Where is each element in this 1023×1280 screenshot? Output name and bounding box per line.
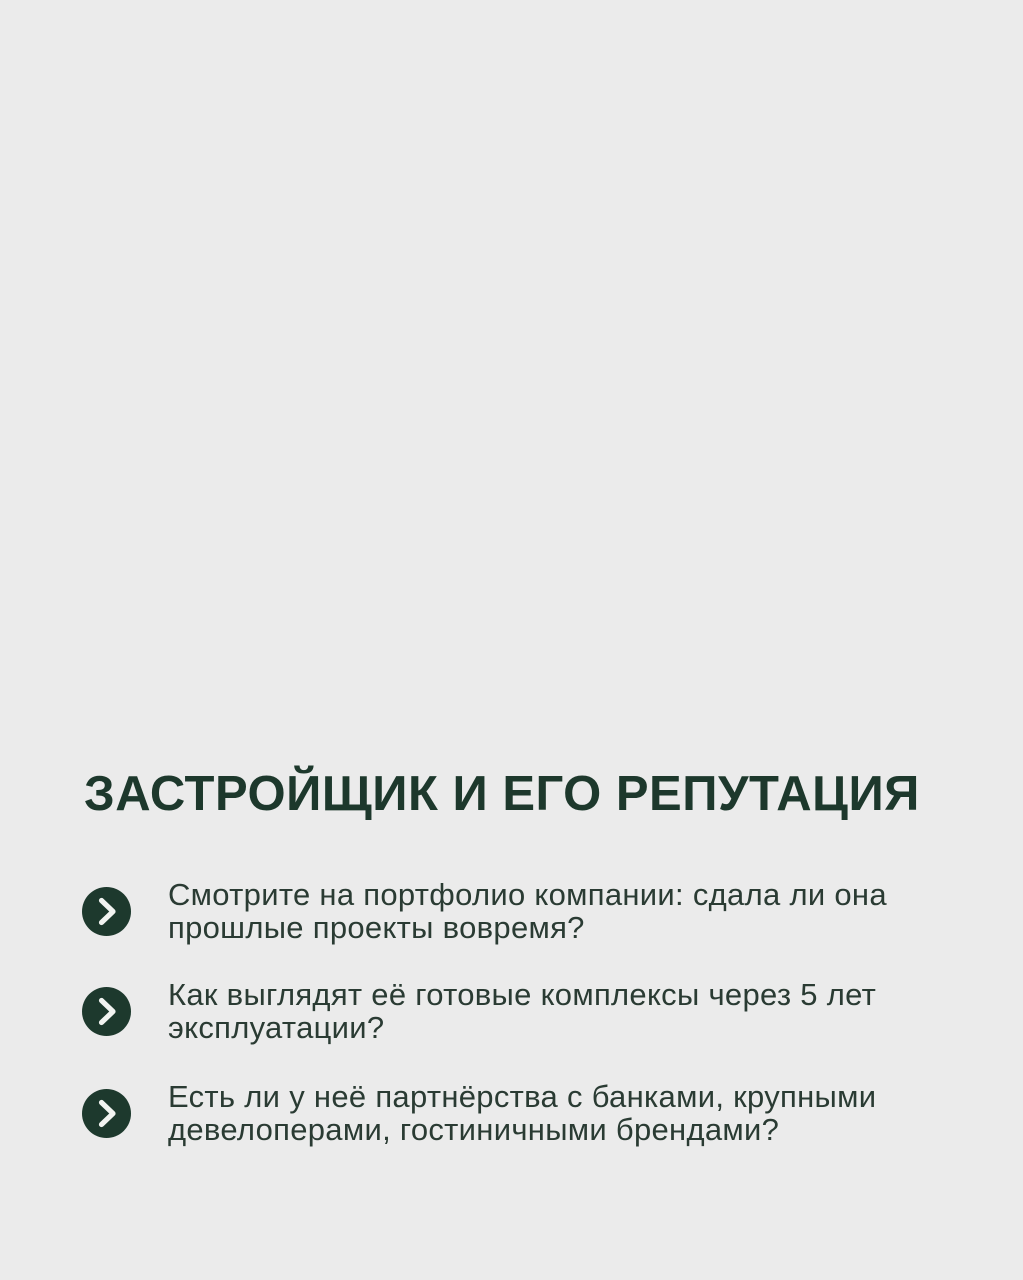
list-item [82, 878, 962, 944]
chevron-right-icon [82, 1089, 131, 1138]
bullet-text [168, 878, 887, 944]
bullet-text-line: Как выглядят её готовые комплексы через 5 лет [168, 977, 877, 1012]
bullet-text-line: девелоперами, гостиничными брендами? [168, 1112, 780, 1147]
list-item [82, 978, 962, 1044]
list-item [82, 1080, 962, 1146]
chevron-right-icon [82, 987, 131, 1036]
bullet-text [168, 978, 876, 1044]
bullet-text-line: Есть ли у неё партнёрства с банками, крупными [168, 1079, 877, 1114]
bullet-text [168, 1080, 876, 1146]
bullet-text-line: эксплуатации? [168, 1010, 385, 1045]
chevron-right-icon [82, 887, 131, 936]
bullet-text-line: Смотрите на портфолио компании: сдала ли она [168, 877, 887, 912]
page-title: ЗАСТРОЙЩИК И ЕГО РЕПУТАЦИЯ [84, 767, 920, 821]
bullet-text-line: прошлые проекты вовремя? [168, 910, 585, 945]
